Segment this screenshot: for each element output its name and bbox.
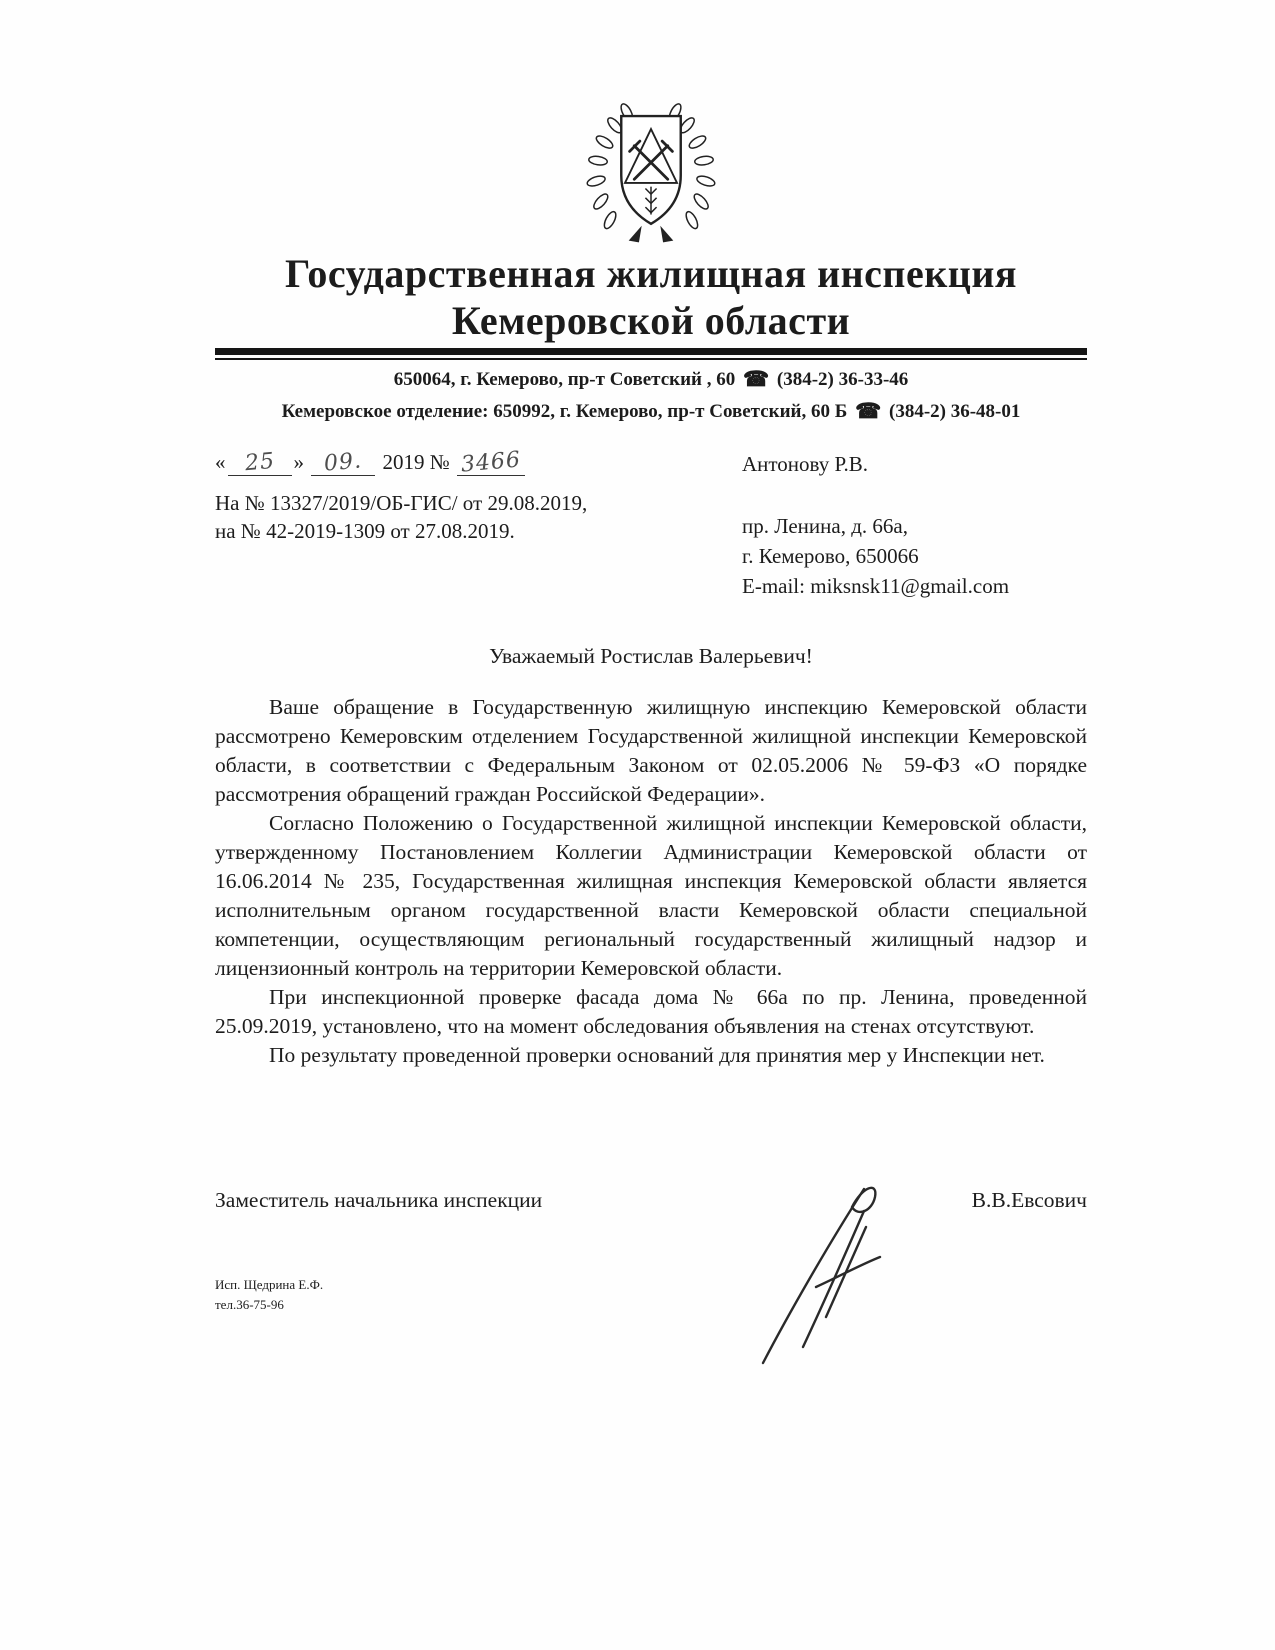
- recipient-address-line1: пр. Ленина, д. 66а,: [742, 514, 908, 539]
- incoming-ref-line1: На № 13327/2019/ОБ-ГИС/ от 29.08.2019,: [215, 491, 588, 516]
- recipient-name: Антонову Р.В.: [742, 452, 869, 477]
- outgoing-date-line: [215, 447, 587, 478]
- phone-branch-text: (384-2) 36-48-01: [889, 401, 1021, 423]
- kemerovo-coat-of-arms-icon: [576, 90, 726, 248]
- recipient-email: E-mail: miksnsk11@gmail.com: [742, 573, 1010, 598]
- month-blank: [311, 450, 375, 476]
- phone-main-text: (384-2) 36-33-46: [776, 369, 909, 391]
- letter-content: [215, 0, 1087, 1315]
- reference-recipient-row: [215, 447, 1087, 601]
- reference-block: [215, 447, 588, 545]
- coat-of-arms: [571, 90, 731, 248]
- paragraph: Ваше обращение в Государственную жилищную инспекцию Кемеровской области рассмотрено Кемеровским отделением Государственной жилищной инспекции Кемеровской области, в соответствии с Федеральным Законом от 02.05.2006 № 59-ФЗ «О порядке рассмотрения обращений граждан Российской Федерации».: [215, 694, 1087, 806]
- signature-row: [215, 1188, 1087, 1213]
- org-address-branch: [215, 399, 1087, 424]
- incoming-references: [215, 490, 587, 545]
- incoming-ref-line2: на № 42-2019-1309 от 27.08.2019.: [215, 519, 515, 544]
- handwritten-signature-icon: [748, 1165, 918, 1370]
- paragraph: По результату проведенной проверки оснований для принятия мер у Инспекции нет.: [269, 1042, 1045, 1067]
- quote-close: »: [293, 450, 304, 475]
- executor-phone: тел.36-75-96: [215, 1296, 284, 1312]
- address-main-text: 650064, г. Кемерово, пр-т Советский , 60: [393, 369, 736, 391]
- executor-block: [215, 1275, 1087, 1315]
- org-title: [215, 250, 1087, 344]
- header-divider: [215, 348, 1087, 360]
- executor-name: Исп. Щедрина Е.Ф.: [215, 1276, 324, 1292]
- handwritten-day: 25: [243, 449, 276, 477]
- recipient-address-line2: г. Кемерово, 650066: [742, 544, 919, 568]
- year-number-label: 2019 №: [382, 450, 450, 475]
- paragraph: Согласно Положению о Государственной жилищной инспекции Кемеровской области, утвержденному Постановлением Коллегии Администрации Кемеровской области от 16.06.2014 № 235, Государственная жилищная инспекция Кемеровской области является исполнительным органом государственной власти Кемеровской области специальной компетенции, осуществляющим региональный государственный жилищный надзор и лицензионный контроль на территории Кемеровской области.: [215, 810, 1087, 980]
- org-address-main: [215, 367, 1087, 392]
- phone-icon: ☎: [742, 367, 770, 392]
- address-branch-text: Кемеровское отделение: 650992, г. Кемерово, пр-т Советский, 60 Б: [281, 401, 848, 423]
- quote-open: «: [215, 450, 226, 475]
- handwritten-outgoing-number: 3466: [460, 447, 523, 478]
- paragraph: При инспекционной проверке фасада дома № 66а по пр. Ленина, проведенной 25.09.2019, установлено, что на момент обследования объявления на стенах отсутствуют.: [215, 984, 1087, 1038]
- recipient-block: [742, 450, 1087, 601]
- letter-body: [215, 693, 1087, 1070]
- org-title-line1: Государственная жилищная инспекция: [284, 251, 1018, 296]
- number-blank: [457, 447, 525, 478]
- day-blank: [228, 450, 292, 476]
- signatory-position: Заместитель начальника инспекции: [215, 1187, 543, 1212]
- org-title-line2: Кемеровской области: [451, 298, 851, 344]
- phone-icon: ☎: [855, 399, 882, 424]
- signatory-name: В.В.Евсович: [971, 1187, 1087, 1212]
- salutation: Уважаемый Ростислав Валерьевич!: [489, 643, 813, 668]
- handwritten-month: 09.: [323, 448, 364, 477]
